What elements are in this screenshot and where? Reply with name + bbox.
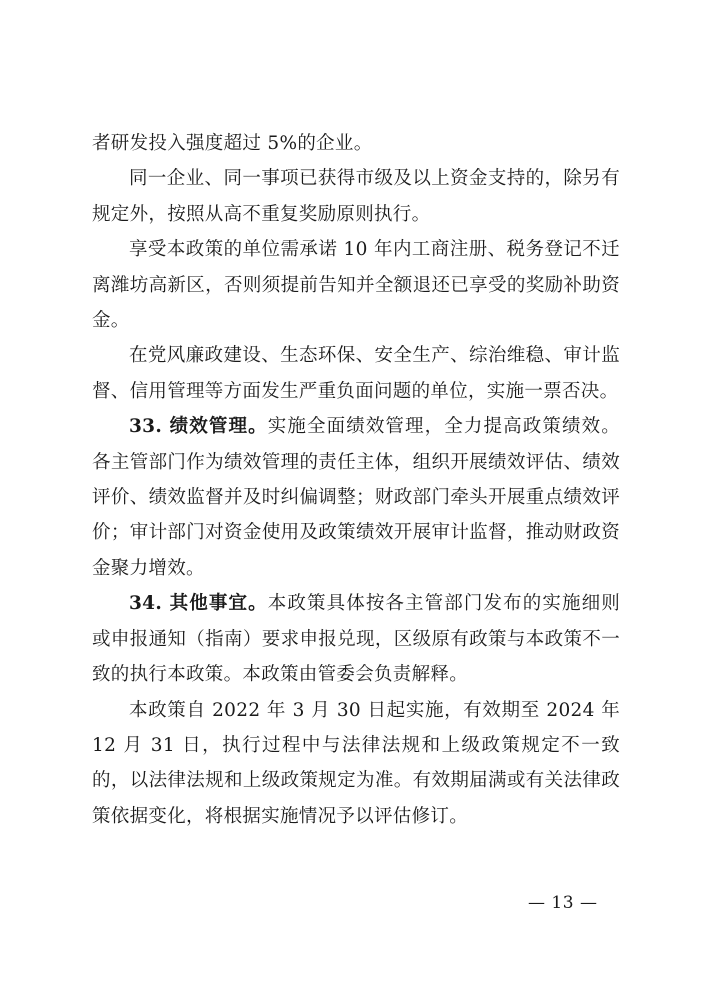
paragraph-text: 本政策具体按各主管部门发布的实施细则或申报通知（指南）要求申报兑现，区级原有政策与本政策不一致的执行本政策。本政策由管委会负责解释。: [92, 593, 621, 686]
section-heading: 34. 其他事宜。: [129, 593, 268, 615]
paragraph-text: 同一企业、同一事项已获得市级及以上资金支持的，除另有规定外，按照从高不重复奖励原则执行。: [92, 168, 620, 225]
paragraph-text: 本政策自 2022 年 3 月 30 日起实施，有效期至 2024 年 12 月 31 日，执行过程中与法律法规和上级政策规定不一致的，以法律法规和上级政策规定为准。有效期届满或有关法律政策依据变化，将根据实施情况予以评估修订。: [92, 699, 620, 827]
paragraph-veto-rule: [92, 338, 620, 409]
document-body: [92, 126, 620, 834]
paragraph-text: 者研发投入强度超过 5%的企业。: [92, 133, 373, 154]
paragraph-effective-date: [92, 693, 620, 835]
paragraph-other-matters: [92, 586, 620, 692]
paragraph-text: 在党风廉政建设、生态环保、安全生产、综治维稳、审计监督、信用管理等方面发生严重负面问题的单位，实施一票否决。: [92, 345, 620, 402]
paragraph-performance-management: [92, 409, 620, 586]
paragraph-continuation: [92, 126, 620, 161]
paragraph-text: 享受本政策的单位需承诺 10 年内工商注册、税务登记不迁离潍坊高新区，否则须提前告知并全额退还已享受的奖励补助资金。: [92, 239, 620, 332]
paragraph-relocation-commitment: [92, 232, 620, 338]
section-heading: 33. 绩效管理。: [129, 416, 268, 438]
page-number: — 13 —: [528, 893, 598, 913]
paragraph-funding-rule: [92, 161, 620, 232]
paragraph-text: 实施全面绩效管理，全力提高政策绩效。各主管部门作为绩效管理的责任主体，组织开展绩效评估、绩效评价、绩效监督并及时纠偏调整；财政部门牵头开展重点绩效评价；审计部门对资金使用及政策绩效开展审计监督，推动财政资金聚力增效。: [92, 416, 621, 579]
